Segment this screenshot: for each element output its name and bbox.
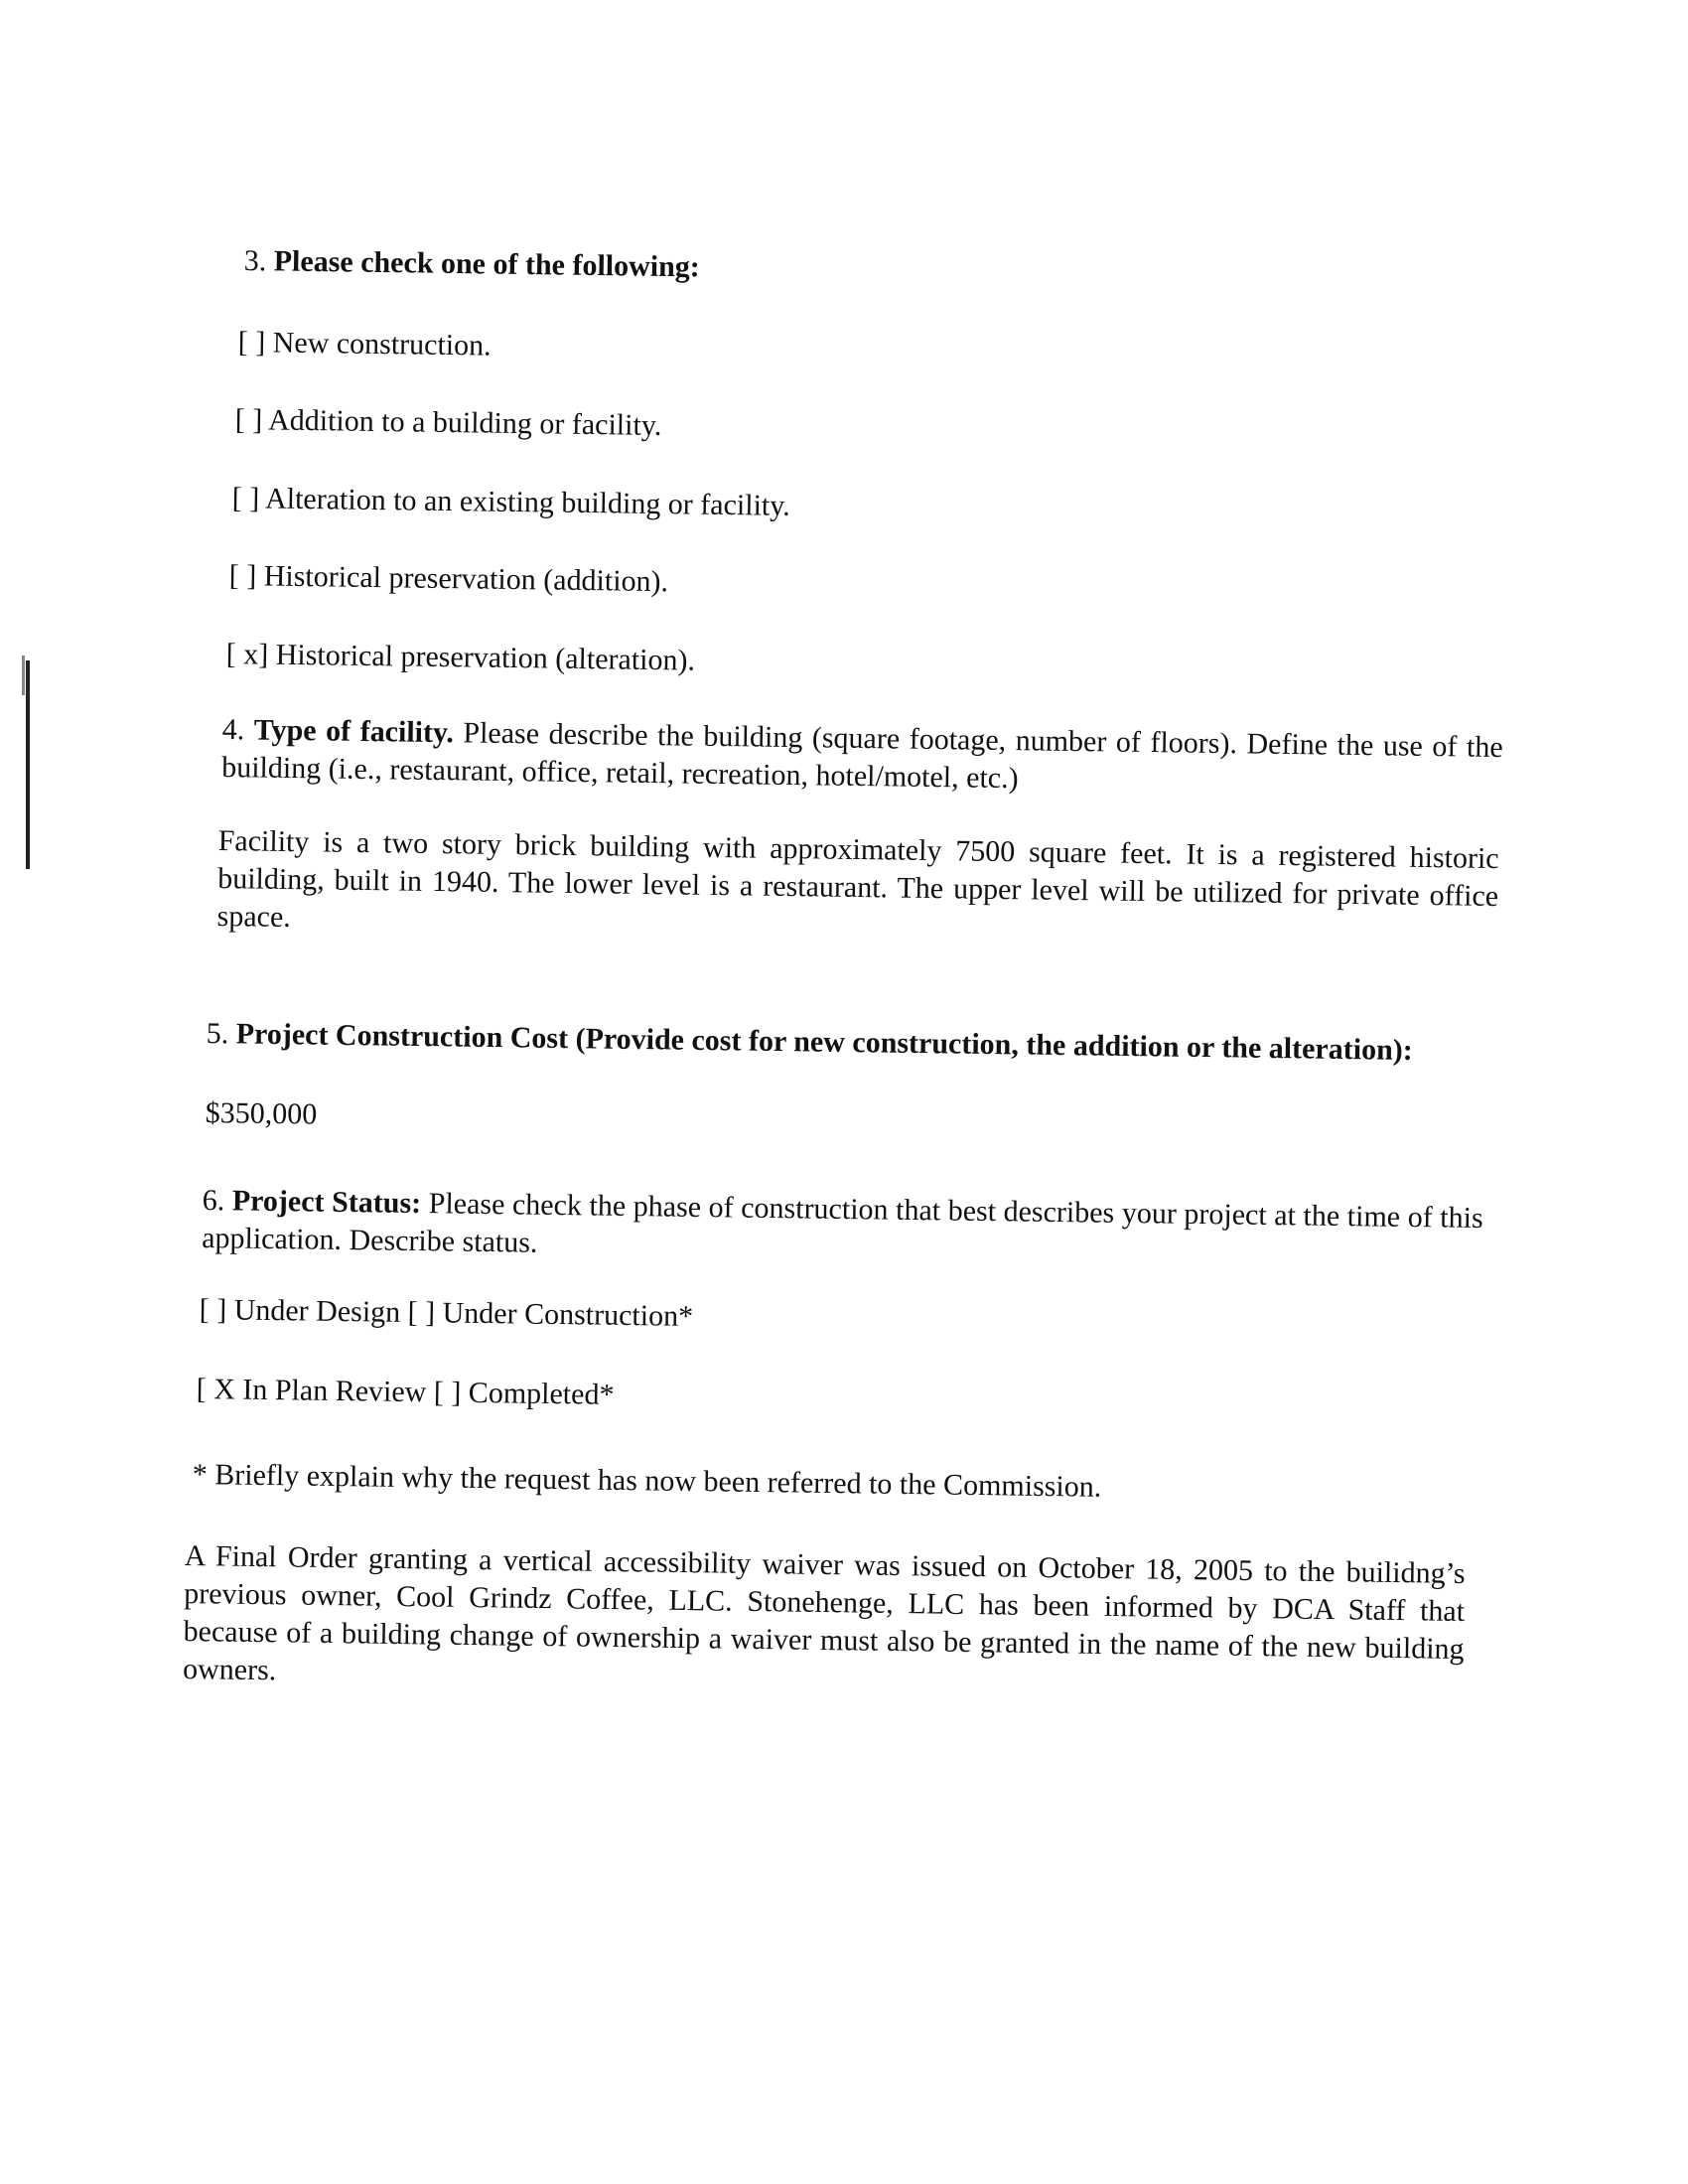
checkbox[interactable]: [ x] [225,637,269,671]
section-6-note: * Briefly explain why the request has now been referred to the Commission. [192,1457,1102,1504]
section-5-question [206,1015,1486,1071]
section-5-answer: $350,000 [205,1095,318,1131]
section-number: 5. [206,1016,229,1051]
checkbox[interactable]: [ ] [234,402,263,437]
option-new-construction[interactable] [237,324,491,365]
option-historical-alteration[interactable] [225,636,695,680]
section-number: 4. [221,712,245,747]
section-prompt: Please check the phase of construction that best describes your project at the time of this application. Describe status. [201,1187,1483,1259]
status-options-row-2[interactable]: [ X In Plan Review [ ] Completed* [196,1372,615,1411]
option-label: Addition to a building or facility. [267,403,662,442]
option-label: Historical preservation (addition). [263,559,669,599]
scan-artifact-mark [26,660,30,869]
section-4-question [221,711,1503,804]
section-heading: Project Status: [231,1184,422,1221]
option-label: Historical preservation (alteration). [275,638,696,677]
checkbox[interactable]: [ ] [228,558,257,593]
section-4-answer: Facility is a two story brick building with approximately 7500 square feet. It is a registered historic building, built in 1940. The lower level is a restaurant. The upper level will be utilized for private office space. [216,823,1499,935]
option-historical-addition[interactable] [228,557,668,601]
status-options-row-1[interactable]: [ ] Under Design [ ] Under Construction* [199,1292,694,1333]
section-3-heading [243,242,700,286]
section-6-question [202,1182,1483,1275]
option-alteration[interactable] [231,480,790,525]
section-heading: Type of facility. [253,713,455,750]
section-6-answer: A Final Order granting a vertical accessibility waiver was issued on October 18, 2005 to the builidng’s previous owner, Cool Grindz Coffee, LLC. Stonehenge, LLC has been informed by DCA Staff that because of a building change of ownership a waiver must also be granted in the name of the new building owners. [182,1538,1466,1687]
section-heading: Please check one of the following: [273,244,701,284]
checkbox[interactable]: [ ] [237,325,266,360]
section-prompt: Please describe the building (square footage, number of floors). Define the use of the building (i.e., restaurant, office, retail, recreation, hotel/motel, etc.) [220,716,1503,796]
option-label: New construction. [272,326,492,363]
option-addition[interactable] [234,401,661,445]
section-heading: Project Construction Cost (Provide cost for new construction, the addition or the alteration): [235,1017,1413,1067]
checkbox[interactable]: [ ] [231,481,260,515]
section-number: 3. [243,243,267,278]
scan-artifact-mark [22,655,25,695]
option-label: Alteration to an existing building or facility. [264,482,791,522]
section-number: 6. [202,1183,225,1218]
